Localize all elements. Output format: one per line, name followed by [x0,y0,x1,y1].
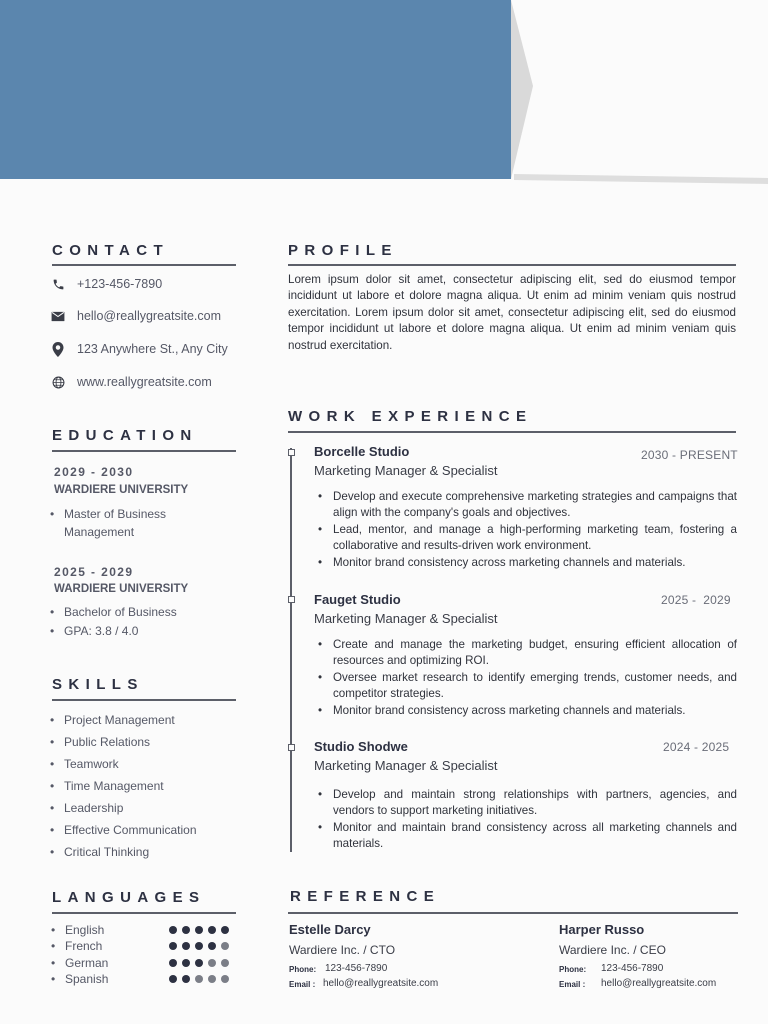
level-dot-filled [169,959,177,967]
globe-icon [51,375,65,389]
languages-divider [52,912,236,914]
list-item: • Project Management [50,709,234,731]
list-item: • Monitor brand consistency across marketing channels and materials. [318,703,737,719]
reference-name: Estelle Darcy [289,922,371,937]
work-experience-divider [288,431,736,433]
reference-email-label: Email : [559,980,586,989]
education-university: WARDIERE UNIVERSITY [54,484,189,496]
level-dot-empty [221,975,229,983]
job-responsibilities [318,637,737,719]
contact-address-text: 123 Anywhere St., Any City [77,342,228,356]
list-item: • Monitor and maintain brand consistency across all marketing channels and materials. [318,820,737,853]
list-item: • Time Management [50,775,234,797]
timeline-marker [288,449,295,456]
contact-phone-text[interactable]: +123-456-7890 [77,277,163,291]
level-dot-filled [208,942,216,950]
job-company: Borcelle Studio [314,444,410,459]
education-heading: EDUCATION [52,427,198,444]
education-university: WARDIERE UNIVERSITY [54,583,189,595]
header-chevron-shape [0,0,768,190]
list-item: • Leadership [50,797,234,819]
job-company: Fauget Studio [314,592,401,607]
language-row [51,922,229,938]
reference-email[interactable]: hello@reallygreatsite.com [323,978,439,989]
contact-website-text[interactable]: www.reallygreatsite.com [77,375,212,389]
language-name: • English [51,923,169,937]
location-pin-icon [51,342,65,356]
list-item: • Effective Communication [50,819,234,841]
reference-divider [288,912,738,914]
list-item: • Develop and maintain strong relationships with partners, agencies, and vendors to support marketing initiatives. [318,787,737,820]
level-dot-filled [208,926,216,934]
level-dot-filled [182,926,190,934]
job-dates: 2030 - PRESENT [641,448,738,462]
language-level-dots [169,926,229,934]
timeline-marker [288,744,295,751]
language-name: • German [51,956,169,970]
reference-phone[interactable]: 123-456-7890 [325,963,388,974]
list-item: • Critical Thinking [50,841,234,863]
profile-divider [288,264,736,266]
list-item: • Master of Business Management [50,505,190,541]
reference-phone-label: Phone: [559,965,587,974]
job-role: Marketing Manager & Specialist [314,463,498,478]
reference-phone[interactable]: 123-456-7890 [601,963,664,974]
mail-icon [51,309,65,323]
work-timeline [290,448,292,852]
education-details [50,603,230,641]
level-dot-filled [169,975,177,983]
reference-org: Wardiere Inc. / CTO [289,943,396,957]
level-dot-filled [182,975,190,983]
list-item: • GPA: 3.8 / 4.0 [50,622,230,641]
language-level-dots [169,942,229,950]
reference-phone-label: Phone: [289,965,317,974]
list-item: • Oversee market research to identify emerging trends, customer needs, and competitor strategies. [318,670,737,703]
profile-heading: PROFILE [288,242,398,259]
list-item: • Create and manage the marketing budget, ensuring efficient allocation of resources and optimizing ROI. [318,637,737,670]
profile-text: Lorem ipsum dolor sit amet, consectetur adipiscing elit, sed do eiusmod tempor incididunt ut labore et dolore magna aliqua. Ut enim ad minim veniam quis nostrud exercitation. Lorem ipsum dolor sit amet, consectetur adipiscing elit, sed do eiusmod tempor incididunt ut labore et dolore magna aliqua. Ut enim ad minim veniam quis nostrud exercitation. [288,273,736,352]
level-dot-filled [182,942,190,950]
job-dates: 2024 - 2025 [663,740,730,754]
skills-heading: SKILLS [52,676,144,693]
level-dot-filled [169,942,177,950]
contact-email-text[interactable]: hello@reallygreatsite.com [77,309,222,323]
level-dot-filled [195,942,203,950]
contact-website [51,373,212,391]
contact-address [51,340,228,358]
education-years: 2029 - 2030 [54,465,134,479]
list-item: • Teamwork [50,753,234,775]
language-row [51,938,229,954]
language-name: • French [51,939,169,953]
job-dates: 2025 - 2029 [661,593,731,607]
language-level-dots [169,975,229,983]
level-dot-empty [208,959,216,967]
reference-heading: REFERENCE [290,888,441,905]
level-dot-filled [195,926,203,934]
list-item: • Public Relations [50,731,234,753]
work-experience-heading: WORK EXPERIENCE [288,408,533,425]
timeline-marker [288,596,295,603]
level-dot-filled [195,959,203,967]
level-dot-empty [221,942,229,950]
reference-name: Harper Russo [559,922,645,937]
contact-phone [51,275,162,293]
reference-email[interactable]: hello@reallygreatsite.com [601,978,717,989]
skills-divider [52,699,236,701]
list-item: • Monitor brand consistency across marketing channels and materials. [318,555,737,571]
level-dot-empty [221,959,229,967]
language-row [51,971,229,987]
contact-email [51,307,221,325]
job-company: Studio Shodwe [314,739,408,754]
language-row [51,955,229,971]
level-dot-empty [208,975,216,983]
list-item: • Bachelor of Business [50,603,230,622]
list-item: • Develop and execute comprehensive marketing strategies and campaigns that align with the company's goals and objectives. [318,489,737,522]
languages-heading: LANGUAGES [52,889,206,906]
education-divider [52,450,236,452]
education-years: 2025 - 2029 [54,565,134,579]
job-responsibilities [318,489,737,571]
level-dot-empty [195,975,203,983]
reference-email-label: Email : [289,980,316,989]
contact-heading: CONTACT [52,242,170,259]
reference-org: Wardiere Inc. / CEO [559,943,666,957]
list-item: • Lead, mentor, and manage a high-performing marketing team, fostering a collaborative and results-driven work environment. [318,522,737,555]
language-level-dots [169,959,229,967]
job-role: Marketing Manager & Specialist [314,611,498,626]
level-dot-filled [182,959,190,967]
job-responsibilities [318,787,737,853]
job-role: Marketing Manager & Specialist [314,758,498,773]
skills-list [50,709,234,863]
level-dot-filled [169,926,177,934]
language-name: • Spanish [51,972,169,986]
contact-divider [52,264,236,266]
level-dot-filled [221,926,229,934]
phone-icon [51,277,65,291]
education-details [50,505,190,541]
